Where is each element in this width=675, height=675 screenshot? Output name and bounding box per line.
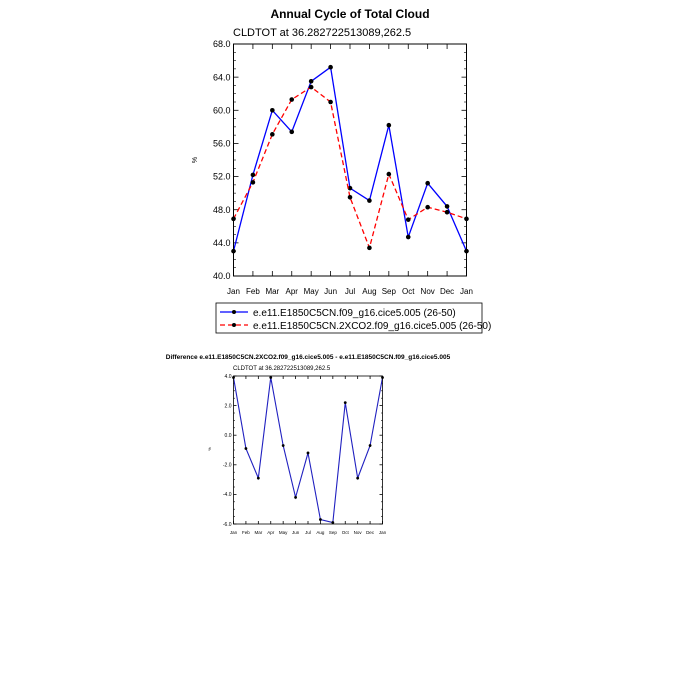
legend-label-control: e.e11.E1850C5CN.f09_g16.cice5.005 (26-50)	[253, 308, 456, 319]
series-line-1	[234, 87, 467, 248]
y-tick-label: 44.0	[212, 238, 231, 249]
series-1-point	[406, 217, 411, 222]
difference-chart-xticklabels	[230, 530, 387, 535]
x-tick-label: Jan	[229, 530, 238, 535]
x-tick-label: Jun	[324, 287, 338, 296]
x-tick-label: Mar	[254, 530, 263, 535]
difference-chart-series	[232, 376, 384, 524]
difference-chart-yticklabels	[223, 374, 232, 528]
main-chart-subtitle: CLDTOT at 36.282722513089,262.5	[233, 27, 412, 39]
y-tick-label: 52.0	[212, 171, 231, 182]
series-line-0	[234, 67, 467, 251]
main-chart-ylabel: %	[192, 156, 199, 164]
x-tick-label: Oct	[402, 287, 415, 296]
y-tick-label: -6.0	[222, 521, 232, 528]
y-tick-label: -2.0	[222, 462, 232, 469]
series-1-point	[270, 132, 275, 137]
x-tick-label: May	[278, 530, 288, 535]
series-0-point	[425, 181, 430, 186]
y-tick-label: 4.0	[224, 373, 232, 380]
x-tick-label: Aug	[362, 287, 377, 296]
legend-label-2xco2: e.e11.E1850C5CN.2XCO2.f09_g16.cice5.005 (26-50)	[253, 321, 492, 332]
main-chart-title: Annual Cycle of Total Cloud	[270, 7, 430, 21]
difference-chart	[166, 354, 451, 535]
difference-chart-ylabel: %	[207, 447, 212, 451]
y-tick-label: 56.0	[212, 138, 231, 149]
x-tick-label: Feb	[246, 287, 260, 296]
y-tick-label: 40.0	[212, 271, 231, 282]
series-1-point	[445, 210, 450, 215]
main-chart-ticks	[234, 44, 467, 276]
x-tick-label: Sep	[328, 530, 337, 535]
series-0-point	[269, 376, 272, 379]
x-tick-label: Feb	[242, 530, 250, 535]
series-line-0	[234, 377, 383, 522]
y-tick-label: 68.0	[212, 39, 231, 50]
y-tick-label: 2.0	[224, 403, 232, 410]
series-1-point	[289, 97, 294, 102]
x-tick-label: Jul	[344, 287, 356, 296]
x-tick-label: Jan	[460, 287, 473, 296]
series-0-point	[294, 496, 297, 499]
series-1-point	[251, 180, 256, 185]
x-tick-label: Dec	[366, 530, 375, 535]
main-chart	[192, 7, 491, 333]
x-tick-label: Apr	[285, 287, 298, 296]
x-tick-label: Jul	[305, 530, 311, 535]
legend-marker-2xco2	[232, 323, 236, 327]
x-tick-label: Jan	[378, 530, 387, 535]
series-0-point	[270, 108, 275, 113]
series-0-point	[369, 444, 372, 447]
series-0-point	[331, 521, 334, 524]
legend	[216, 303, 491, 333]
y-tick-label: 48.0	[212, 204, 231, 215]
series-0-point	[356, 477, 359, 480]
x-tick-label: Nov	[420, 287, 435, 296]
series-0-point	[309, 79, 314, 84]
series-1-point	[387, 172, 392, 177]
series-1-point	[425, 205, 430, 210]
series-0-point	[251, 173, 256, 178]
x-tick-label: May	[303, 287, 319, 296]
series-0-point	[282, 444, 285, 447]
x-tick-label: Mar	[265, 287, 280, 296]
series-0-point	[245, 447, 248, 450]
series-0-point	[406, 235, 411, 240]
series-0-point	[289, 130, 294, 135]
series-1-point	[309, 85, 314, 90]
series-0-point	[387, 123, 392, 128]
series-0-point	[344, 401, 347, 404]
x-tick-label: Apr	[267, 530, 275, 535]
main-chart-xticklabels	[227, 287, 473, 296]
series-0-point	[319, 518, 322, 521]
y-tick-label: 60.0	[212, 105, 231, 116]
difference-chart-frame	[234, 376, 383, 524]
series-1-point	[328, 100, 333, 105]
main-chart-yticklabels	[213, 39, 231, 281]
series-0-point	[445, 204, 450, 209]
legend-marker-control	[232, 310, 236, 314]
x-tick-label: Dec	[439, 287, 455, 296]
series-0-point	[328, 65, 333, 70]
series-0-point	[257, 477, 260, 480]
x-tick-label: Oct	[341, 530, 349, 535]
difference-chart-title: Difference e.e11.E1850C5CN.2XCO2.f09_g16.cice5.005 - e.e11.E1850C5CN.f09_g16.cice5.005	[165, 354, 451, 361]
y-tick-label: 64.0	[212, 72, 231, 83]
series-0-point	[367, 198, 372, 203]
x-tick-label: Jun	[291, 530, 300, 535]
y-tick-label: -4.0	[222, 492, 232, 499]
x-tick-label: Jan	[227, 287, 240, 296]
main-chart-series	[231, 65, 469, 254]
series-1-point	[367, 246, 372, 251]
difference-chart-subtitle: CLDTOT at 36.282722513089,262.5	[233, 366, 331, 372]
series-1-point	[348, 195, 353, 200]
main-chart-frame	[234, 44, 467, 276]
y-tick-label: 0.0	[224, 432, 232, 439]
x-tick-label: Nov	[353, 530, 362, 535]
difference-chart-ticks	[234, 376, 383, 524]
x-tick-label: Aug	[316, 530, 325, 535]
series-0-point	[307, 452, 310, 455]
x-tick-label: Sep	[381, 287, 396, 296]
